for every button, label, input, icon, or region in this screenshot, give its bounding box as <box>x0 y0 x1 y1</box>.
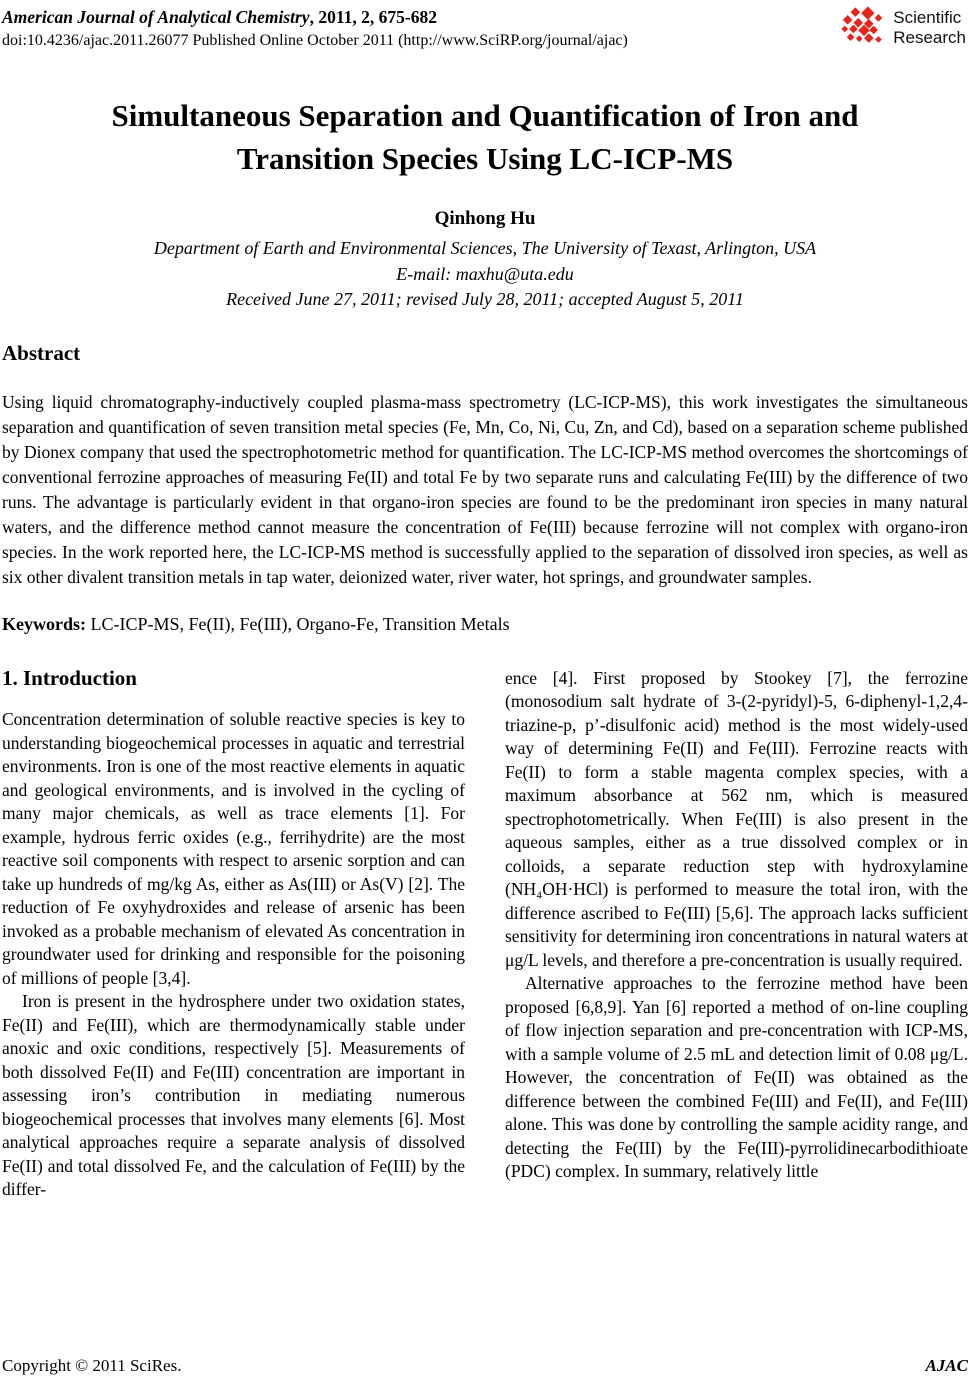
author-affiliation: Department of Earth and Environmental Sciences, The University of Texast, Arlington, USA <box>153 238 817 259</box>
received-dates: Received June 27, 2011; revised July 28, 2011; accepted August 5, 2011 <box>226 289 744 310</box>
keywords-label: Keywords: <box>2 613 86 634</box>
abstract-heading: Abstract <box>2 340 81 365</box>
journal-citation <box>2 6 628 29</box>
publisher-name <box>893 6 966 48</box>
article-title <box>2 94 968 181</box>
author-block <box>2 206 968 313</box>
abstract-text: Using liquid chromatography-inductively coupled plasma-mass spectrometry (LC-ICP-MS), this work investigates the simultaneous separation and quantification of seven transition metal species (Fe, Mn, Co, Ni, Cu, Zn, and Cd), based on a separation scheme published by Dionex company that used the spectrophotometric method for quantification. The LC-ICP-MS method overcomes the shortcomings of conventional ferrozine approaches of measuring Fe(II) and total Fe by two separate runs and calculating Fe(III) by the difference of two runs. The advantage is particularly evident in that organo-iron species are found to be the predominant iron species in many natural waters, and the difference method cannot measure the concentration of Fe(III) because ferrozine will not complex with organo-iron species. In the work reported here, the LC-ICP-MS method is successfully applied to the separation of dissolved iron species, as well as six other divalent transition metals in tap water, deionized water, river water, hot springs, and groundwater samples. <box>2 391 968 587</box>
journal-issue-info: , 2011, 2, 675-682 <box>309 7 437 27</box>
intro-paragraph-1: Concentration determination of soluble reactive species is key to understanding biogeochemical processes in aquatic and terrestrial environments. Iron is one of the most reactive elements in aquatic and geological environments, and is involved in the cycling of many major chemicals, as well as trace elements [1]. For example, hydrous ferric oxides (e.g., ferrihydrite) are the most reactive soil components with respect to arsenic sorption and can take up hundreds of mg/kg As, either as As(III) or As(V) [2]. The reduction of Fe oxyhydroxides and release of arsenic has been invoked as a probable mechanism of elevated As concentration in groundwater used for drinking and responsible for the poisoning of millions of people [3,4]. <box>2 709 465 988</box>
copyright-notice: Copyright © 2011 SciRes. <box>2 1356 182 1375</box>
journal-info <box>2 6 628 52</box>
intro-paragraph-3: Alternative approaches to the ferrozine method have been proposed [6,8,9]. Yan [6] reported a method of on-line coupling of flow injection separation and pre-concentration with ICP-MS, with a sample volume of 2.5 mL and detection limit of 0.08 μg/L. However, the concentration of Fe(II) was obtained as the difference between the combined Fe(III) and Fe(II), and Fe(III) alone. This was done by controlling the sample acidity range, and detecting the Fe(III) by the Fe(III)-pyrrolidinecarbodithioate (PDC) complex. In summary, relatively little <box>505 973 968 1182</box>
publisher-logo <box>840 6 968 51</box>
page-header <box>2 6 968 52</box>
publisher-name-line2: Research <box>893 28 966 48</box>
article-title-line1: Simultaneous Separation and Quantification of Iron and <box>111 97 859 133</box>
left-column <box>2 667 465 1202</box>
intro-paragraph-2-continued: ence [4]. First proposed by Stookey [7], the ferrozine (monosodium salt hydrate of 3-(2-pyridyl)-5, 6-diphenyl-1,2,4-triazine-p, p’-disulfonic acid) method is the most widely-used way of determining Fe(II) and Fe(III). Ferrozine reacts with Fe(II) to form a stable magenta complex species, with a maximum absorbance at 562 nm, which is measured spectrophotometrically. When Fe(III) is also present in the aqueous samples, either as a true dissolved complex or in colloids, a separate reduction step with hydroxylamine (NH₄OH·HCl) is performed to measure the total iron, with the difference ascribed to Fe(III) [5,6]. The approach lacks sufficient sensitivity for determining iron concentrations in natural waters at μg/L levels, and therefore a pre-concentration is usually required. <box>505 667 968 970</box>
keywords-line <box>2 614 968 635</box>
red-diamonds-logo <box>840 6 888 51</box>
section-heading-introduction: 1. Introduction <box>2 665 137 690</box>
body-columns <box>2 667 968 1202</box>
journal-abbreviation: AJAC <box>925 1356 968 1375</box>
author-email: E-mail: maxhu@uta.edu <box>396 263 574 284</box>
publisher-name-line1: Scientific <box>893 8 962 27</box>
doi-line: doi:10.4236/ajac.2011.26077 Published Online October 2011 (http://www.SciRP.org/journal/ajac) <box>2 31 628 49</box>
right-column <box>505 667 968 1202</box>
intro-paragraph-2: Iron is present in the hydrosphere under two oxidation states, Fe(II) and Fe(III), which are thermodynamically stable under anoxic and oxic conditions, respectively [5]. Measurements of both dissolved Fe(II) and Fe(III) concentration are important in assessing iron’s contribution in mediating numerous biogeochemical processes that involves many elements [6]. Most analytical approaches require a separate analysis of dissolved Fe(II) and total dissolved Fe, and the calculation of Fe(III) by the differ- <box>2 991 465 1200</box>
keywords-text: LC-ICP-MS, Fe(II), Fe(III), Organo-Fe, Transition Metals <box>86 613 510 634</box>
journal-name: American Journal of Analytical Chemistry <box>2 7 310 27</box>
article-title-line2: Transition Species Using LC-ICP-MS <box>236 140 734 176</box>
author-name: Qinhong Hu <box>434 208 536 230</box>
page-footer <box>2 1356 968 1376</box>
